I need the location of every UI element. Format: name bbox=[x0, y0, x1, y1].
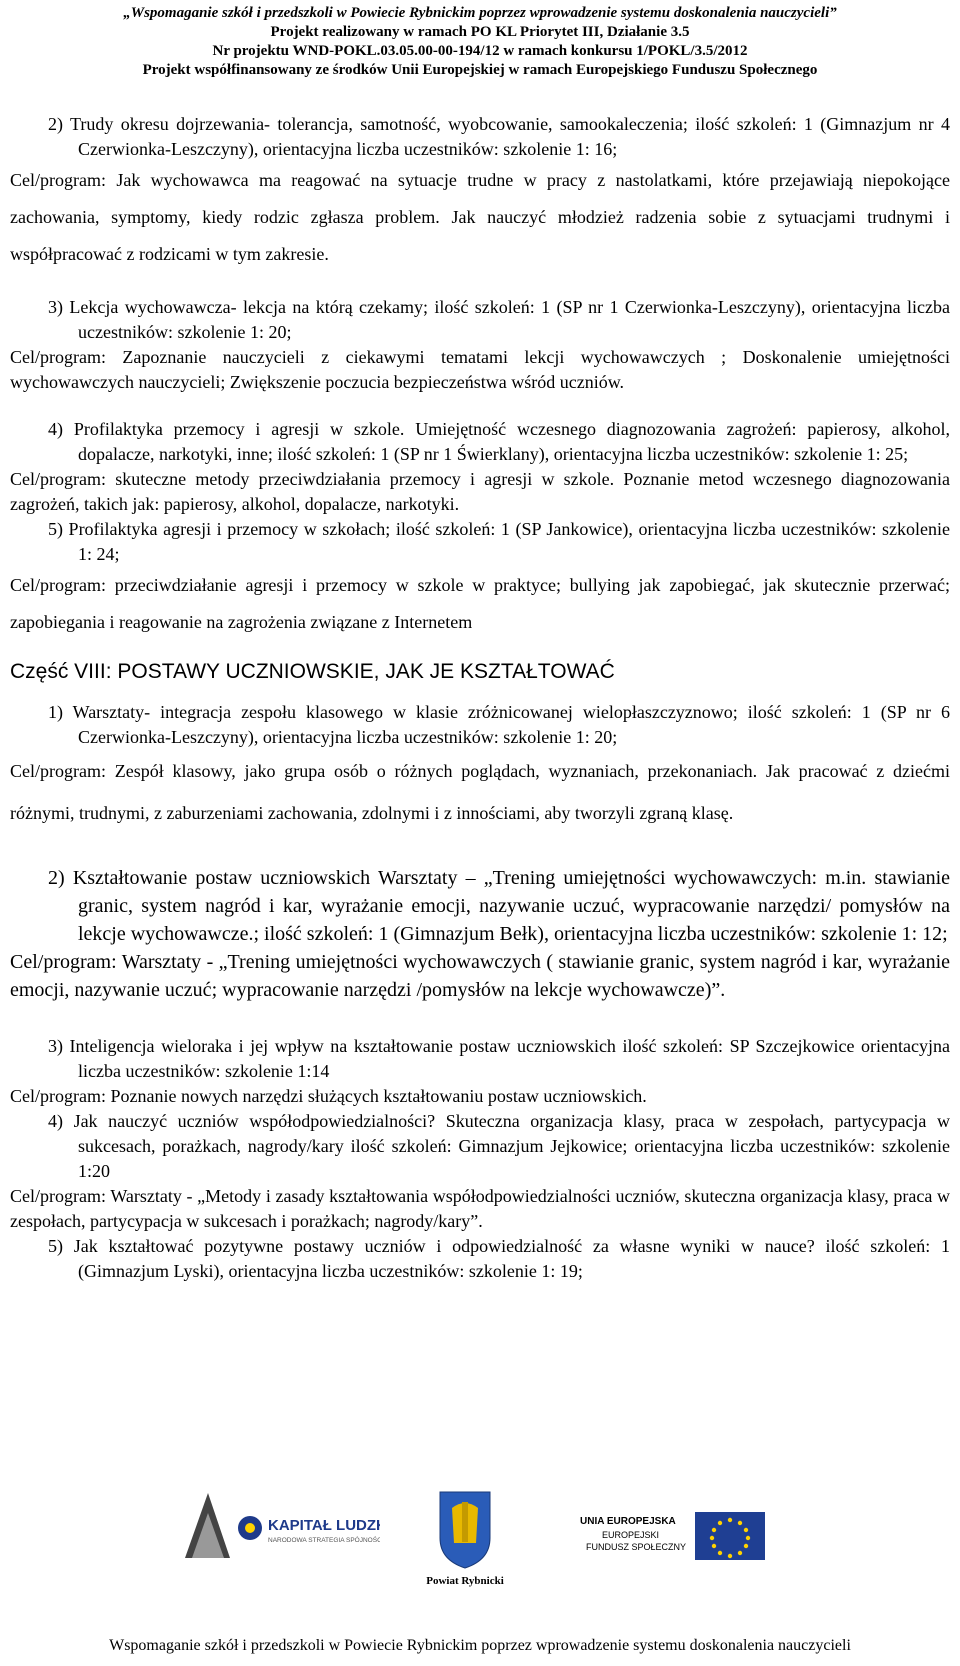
goal-paragraph: Cel/program: Poznanie nowych narzędzi służących kształtowaniu postaw uczniowskich. bbox=[10, 1086, 647, 1106]
header-program: Projekt realizowany w ramach PO KL Priorytet III, Działanie 3.5 bbox=[270, 24, 690, 40]
eu-logo bbox=[580, 1508, 780, 1578]
kl-title: KAPITAŁ LUDZKI bbox=[268, 1517, 380, 1534]
list-item: 4) Profilaktyka przemocy i agresji w szkole. Umiejętność wczesnego diagnozowania zagrożeń: papierosy, alkohol, dopalacze, narkotyki, inne; ilość szkoleń: 1 (SP nr 1 Świerklany), orientacyjna liczba uczestników: szkolenie 1: 25; bbox=[48, 419, 950, 464]
header-project-number: Nr projektu WND-POKL.03.05.00-00-194/12 w ramach konkursu 1/POKL/3.5/2012 bbox=[212, 43, 748, 59]
section-heading: Część VIII: POSTAWY UCZNIOWSKIE, JAK JE KSZTAŁTOWAĆ bbox=[10, 660, 615, 683]
list-item: 4) Jak nauczyć uczniów współodpowiedzialności? Skuteczna organizacja klasy, praca w zespołach, partycypacja w sukcesach, porażkach, nagrody/kary ilość szkoleń: Gimnazjum Jejkowice; orientacyjna liczba uczestników: szkolenie 1:20 bbox=[48, 1111, 950, 1181]
eu-sub1: EUROPEJSKI bbox=[602, 1530, 660, 1540]
page-header bbox=[0, 0, 960, 80]
goal-paragraph: Cel/program: Zespół klasowy, jako grupa osób o różnych poglądach, wyznaniach, przekonaniach. Jak pracować z dziećmi różnymi, trudnymi, z zaburzeniami zachowania, zdolnymi i z innościami, aby tworzyli zgraną klasę. bbox=[10, 761, 950, 823]
goal-paragraph: Cel/program: Warsztaty - „Metody i zasady kształtowania współodpowiedzialności uczniów, skuteczna organizacja klasy, praca w zespołach, partycypacja w sukcesach i porażkach; nagrody/kary”. bbox=[10, 1186, 950, 1231]
list-item: 2) Kształtowanie postaw uczniowskich Warsztaty – „Trening umiejętności wychowawczych: m.in. stawianie granic, system nagród i kar, wyrażanie emocji, nazywanie uczuć, wypracowanie narzędzi/ pomysłów na lekcje wychowawcze.; ilość szkoleń: 1 (Gimnazjum Bełk), orientacyjna liczba uczestników: szkolenie 1: 12; bbox=[48, 867, 950, 945]
page-footer: Wspomaganie szkół i przedszkoli w Powiecie Rybnickim poprzez wprowadzenie systemu doskonalenia nauczycieli bbox=[109, 1637, 851, 1654]
kapital-ludzki-logo bbox=[180, 1488, 380, 1568]
goal-paragraph: Cel/program: Jak wychowawca ma reagować na sytuacje trudne w pracy z nastolatkami, które przejawiają niepokojące zachowania, symptomy, kiedy rodzic zgłasza problem. Jak nauczyć młodzież radzenia sobie z sytuacjami trudnymi i współpracować z rodzicami w tym zakresie. bbox=[10, 170, 950, 264]
kl-subtitle: NARODOWA STRATEGIA SPÓJNOŚCI bbox=[268, 1537, 380, 1544]
powiat-rybnicki-logo bbox=[420, 1488, 510, 1588]
list-item: 3) Inteligencja wieloraka i jej wpływ na kształtowanie postaw uczniowskich ilość szkoleń: SP Szczejkowice orientacyjna liczba uczestników: szkolenie 1:14 bbox=[48, 1036, 950, 1081]
goal-paragraph: Cel/program: Warsztaty - „Trening umiejętności wychowawczych ( stawianie granic, system nagród i kar, wyrażanie emocji, nazywanie uczuć; wypracowanie narzędzi /pomysłów na lekcje wychowawcze)”. bbox=[10, 951, 950, 1001]
goal-paragraph: Cel/program: przeciwdziałanie agresji i przemocy w szkole w praktyce; bullying jak zapobiegać, jak skutecznie przerwać; zapobiegania i reagowanie na zagrożenia związane z Internetem bbox=[10, 575, 950, 632]
header-project-title: „Wspomaganie szkół i przedszkoli w Powiecie Rybnickim poprzez wprowadzenie systemu doskonalenia nauczycieli” bbox=[123, 5, 837, 21]
eu-title: UNIA EUROPEJSKA bbox=[580, 1516, 676, 1527]
list-item: 5) Jak kształtować pozytywne postawy uczniów i odpowiedzialność za własne wyniki w nauce? ilość szkoleń: 1 (Gimnazjum Lyski), orientacyjna liczba uczestników: szkolenie 1: 19; bbox=[48, 1236, 950, 1281]
goal-paragraph: Cel/program: Zapoznanie nauczycieli z ciekawymi tematami lekcji wychowawczych ; Doskonalenie umiejętności wychowawczych nauczycieli; Zwiększenie poczucia bezpieczeństwa wśród uczniów. bbox=[10, 347, 950, 392]
document-body bbox=[10, 112, 950, 1284]
powiat-name: Powiat Rybnicki bbox=[426, 1575, 504, 1587]
eu-sub2: FUNDUSZ SPOŁECZNY bbox=[586, 1542, 687, 1552]
goal-paragraph: Cel/program: skuteczne metody przeciwdziałania przemocy i agresji w szkole. Poznanie metod wczesnego diagnozowania zagrożeń, takich jak: papierosy, alkohol, dopalacze, narkotyki. bbox=[10, 469, 950, 514]
list-item: 1) Warsztaty- integracja zespołu klasowego w klasie zróżnicowanej wielopłaszczyznowo; ilość szkoleń: 1 (SP nr 6 Czerwionka-Leszczyny), orientacyjna liczba uczestników: szkolenie 1: 20; bbox=[48, 702, 950, 747]
list-item: 5) Profilaktyka agresji i przemocy w szkołach; ilość szkoleń: 1 (SP Jankowice), orientacyjna liczba uczestników: szkolenie 1: 24; bbox=[48, 519, 950, 564]
list-item: 2) Trudy okresu dojrzewania- tolerancja, samotność, wyobcowanie, samookaleczenia; ilość szkoleń: 1 (Gimnazjum nr 4 Czerwionka-Leszczyny), orientacyjna liczba uczestników: szkolenie 1: 16; bbox=[48, 114, 950, 159]
list-item: 3) Lekcja wychowawcza- lekcja na którą czekamy; ilość szkoleń: 1 (SP nr 1 Czerwionka-Leszczyny), orientacyjna liczba uczestników: szkolenie 1: 20; bbox=[48, 297, 950, 342]
logo-strip bbox=[0, 1488, 960, 1618]
header-funding: Projekt współfinansowany ze środków Unii Europejskiej w ramach Europejskiego Funduszu Społecznego bbox=[142, 62, 818, 78]
